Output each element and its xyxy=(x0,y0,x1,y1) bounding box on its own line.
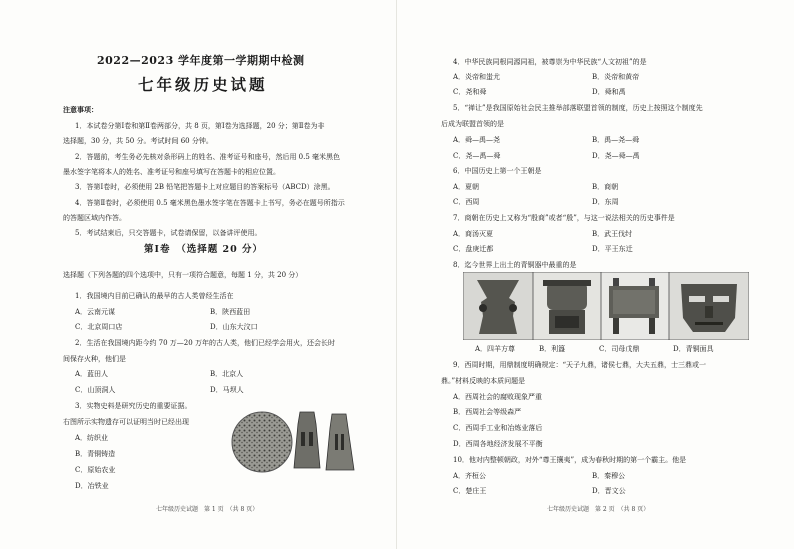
option-b[interactable]: B．商朝 xyxy=(592,183,619,191)
exam-page-2 xyxy=(397,0,794,549)
option-c[interactable]: C．山顶洞人 xyxy=(75,386,116,394)
bronze-mask-icon xyxy=(670,273,749,340)
option-d[interactable]: D．晋文公 xyxy=(592,487,626,495)
option-d[interactable]: D．山东大汶口 xyxy=(210,323,258,331)
option-a[interactable]: A．纺织业 xyxy=(75,434,109,442)
artifact-image xyxy=(228,404,358,480)
option-c[interactable]: C．尧—禹—舜 xyxy=(453,152,501,160)
note-line: 墨水签字笔将本人的姓名、准考证号和座号填写在答题卡的相应位置。 xyxy=(63,168,280,176)
option-b[interactable]: B．武王伐纣 xyxy=(592,230,633,238)
question-2: 2．生活在我国境内距今约 70 万—20 万年的古人类，他们已经学会用火，还会长时 xyxy=(75,339,335,347)
question-5-cont: 后成为联盟首领的是 xyxy=(441,120,504,128)
li-gui-icon xyxy=(534,273,601,340)
option-a[interactable]: A．云南元谋 xyxy=(75,308,116,316)
option-d[interactable]: D．平王东迁 xyxy=(592,245,633,253)
option-b[interactable]: B．青铜铸造 xyxy=(75,450,116,458)
pottery-disc-icon xyxy=(232,412,292,472)
section-heading: 第Ⅰ卷 （选择题 20 分） xyxy=(144,244,264,255)
option-d[interactable]: D．青铜面具 xyxy=(673,345,714,353)
option-a[interactable]: A．四羊方尊 xyxy=(475,345,516,353)
notes-heading: 注意事项： xyxy=(63,105,98,114)
option-a[interactable]: A．夏朝 xyxy=(453,183,480,191)
bone-spade-icon xyxy=(294,412,320,468)
question-9: 9．西周时期，用鼎制度明确规定：“天子九鼎，诸侯七鼎，大夫五鼎，士三鼎或一 xyxy=(453,361,707,369)
option-a[interactable]: A．齐桓公 xyxy=(453,472,487,480)
option-d[interactable]: D．冶铁业 xyxy=(75,482,109,490)
option-d[interactable]: D．舜和禹 xyxy=(592,88,626,96)
option-a[interactable]: A．蓝田人 xyxy=(75,370,109,378)
exam-title: 2022—2023 学年度第一学期期中检测 xyxy=(97,54,305,67)
simuwu-ding-icon xyxy=(602,273,669,340)
question-5: 5．“禅让”是我国原始社会民主推举部落联盟首领的制度，历史上按照这个制度先 xyxy=(453,104,703,112)
question-2-cont: 间保存火种，他们是 xyxy=(63,355,126,363)
section-instructions: 选择题（下列各题的四个选项中，只有一项符合题意，每题 1 分，共 20 分） xyxy=(63,271,303,279)
stone-spade-icon xyxy=(326,414,354,470)
question-8: 8．迄今世界上出土的青铜器中最重的是 xyxy=(453,261,577,269)
page-footer: 七年级历史试题 第 1 页 （共 8 页） xyxy=(156,506,259,513)
option-b[interactable]: B．炎帝和黄帝 xyxy=(592,73,640,81)
option-b[interactable]: B．利簋 xyxy=(539,345,566,353)
option-d[interactable]: D．西周各地经济发展不平衡 xyxy=(453,440,543,448)
option-d[interactable]: D．东周 xyxy=(592,198,619,206)
question-3-cont: 右图所示实物遗存可以证明当时已经出现 xyxy=(63,418,189,426)
option-c[interactable]: C．西周手工业和冶炼业落后 xyxy=(453,424,543,432)
option-b[interactable]: B．西周社会等级森严 xyxy=(453,408,522,416)
option-b[interactable]: B．北京人 xyxy=(210,370,244,378)
question-4: 4．中华民族同根同源同祖，被尊崇为中华民族“人文初祖”的是 xyxy=(453,58,647,66)
option-c[interactable]: C．盘庚迁都 xyxy=(453,245,494,253)
option-a[interactable]: A．炎帝和蚩尤 xyxy=(453,73,501,81)
option-b[interactable]: B．秦穆公 xyxy=(592,472,626,480)
option-a[interactable]: A．西周社会的腐败现象严重 xyxy=(453,393,543,401)
option-c[interactable]: C．楚庄王 xyxy=(453,487,487,495)
question-3: 3．实物史料是研究历史的重要证据。 xyxy=(75,402,192,410)
option-c[interactable]: C．司母戊鼎 xyxy=(599,345,640,353)
option-d[interactable]: D．尧—舜—禹 xyxy=(592,152,640,160)
note-line: 5．考试结束后，只交答题卡，试卷请保留，以备讲评使用。 xyxy=(75,229,262,237)
option-c[interactable]: C．北京周口店 xyxy=(75,323,123,331)
note-line: 4．答第Ⅱ卷时，必须使用 0.5 毫米黑色墨水签字笔在答题卡上书写，务必在题号所指示 xyxy=(75,199,345,207)
question-7: 7．商朝在历史上又称为“殷商”或者“殷”，与这一说法相关的历史事件是 xyxy=(453,214,675,222)
four-ram-square-zun-icon xyxy=(464,273,533,340)
question-6: 6．中国历史上第一个王朝是 xyxy=(453,167,542,175)
note-line: 选择题，30 分，共 50 分。考试时间 60 分钟。 xyxy=(63,137,213,145)
page-footer: 七年级历史试题 第 2 页 （共 8 页） xyxy=(547,506,650,513)
option-c[interactable]: C．尧和舜 xyxy=(453,88,487,96)
option-a[interactable]: A．商汤灭夏 xyxy=(453,230,494,238)
note-line: 2．答题前，考生务必先核对条形码上的姓名、准考证号和座号，然后用 0.5 毫米黑色 xyxy=(75,153,341,161)
note-line: 的答题区域内作答。 xyxy=(63,214,126,222)
note-line: 3．答第Ⅰ卷时，必须使用 2B 铅笔把答题卡上对应题目的答案标号（ABCD）涂黑。 xyxy=(75,183,335,191)
question-10: 10．他对内整顿朝政，对外“尊王攘夷”，成为春秋时期的第一个霸主。他是 xyxy=(453,456,687,464)
question-9-cont: 鼎。”材料反映的本质问题是 xyxy=(441,377,526,385)
option-c[interactable]: C．原始农业 xyxy=(75,466,116,474)
bronze-artifacts-image xyxy=(463,272,749,340)
exam-subtitle: 七年级历史试题 xyxy=(138,75,268,94)
option-b[interactable]: B．禹—尧—舜 xyxy=(592,136,640,144)
option-d[interactable]: D．马坝人 xyxy=(210,386,244,394)
option-a[interactable]: A．舜—禹—尧 xyxy=(453,136,501,144)
option-c[interactable]: C．西周 xyxy=(453,198,480,206)
note-line: 1．本试卷分第Ⅰ卷和第Ⅱ卷两部分，共 8 页，第Ⅰ卷为选择题，20 分；第Ⅱ卷为非 xyxy=(75,122,325,130)
question-1: 1．我国境内目前已确认的最早的古人类曾经生活在 xyxy=(75,292,234,300)
option-b[interactable]: B．陕西蓝田 xyxy=(210,308,251,316)
